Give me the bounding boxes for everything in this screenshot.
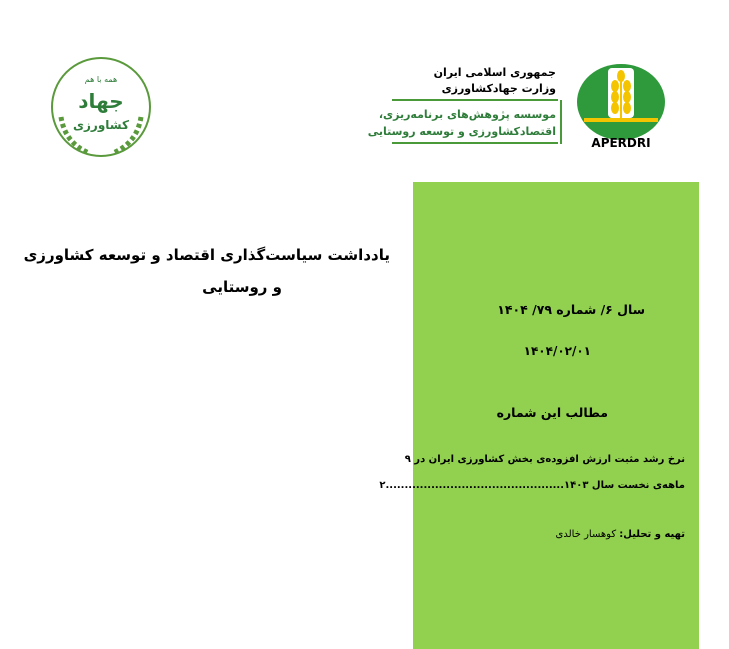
contents-heading: مطالب این شماره: [496, 405, 608, 420]
title-line1: یادداشت سیاست‌گذاری اقتصاد و توسعه کشاورزی: [23, 246, 390, 264]
logo-top-text: همه با هم: [84, 75, 118, 84]
aperdri-label: APERDRI: [591, 136, 651, 150]
contents-item-line2: ماهه‌ی نخست سال ۱۴۰۳...............................................۲: [379, 480, 685, 491]
issue-number: سال ۶/ شماره ۷۹/ ۱۴۰۴: [497, 302, 645, 317]
author-name: کوهسار خالدی: [555, 529, 620, 540]
org-country: جمهوری اسلامی ایران: [433, 66, 556, 79]
org-institute-line2: اقتصادکشاورزی و توسعه روستایی: [367, 125, 556, 138]
org-divider-bottom: [392, 142, 558, 144]
org-divider-side: [560, 100, 562, 144]
author-credit: [556, 529, 685, 540]
contents-item-line1: نرخ رشد مثبت ارزش افزوده‌ی بخش کشاورزی ایران در ۹: [404, 454, 685, 465]
author-label: تهیه و تحلیل:: [619, 529, 685, 540]
aperdri-logo: [570, 60, 673, 156]
issue-date: ۱۴۰۴/۰۲/۰۱: [523, 344, 591, 358]
org-ministry: وزارت جهادکشاورزی: [441, 82, 556, 95]
title-line2: و روستایی: [202, 278, 282, 296]
logo-main-text: جهاد: [78, 89, 124, 113]
jihad-keshavarzi-logo: [49, 55, 153, 159]
org-institute-line1: موسسه پژوهش‌های برنامه‌ریزی،: [378, 108, 556, 121]
logo-sub-text: کشاورزی: [73, 118, 129, 132]
organization-header: [367, 62, 562, 152]
issue-info-panel: [379, 182, 699, 649]
document-title: [23, 246, 390, 296]
org-divider-top: [392, 99, 558, 101]
